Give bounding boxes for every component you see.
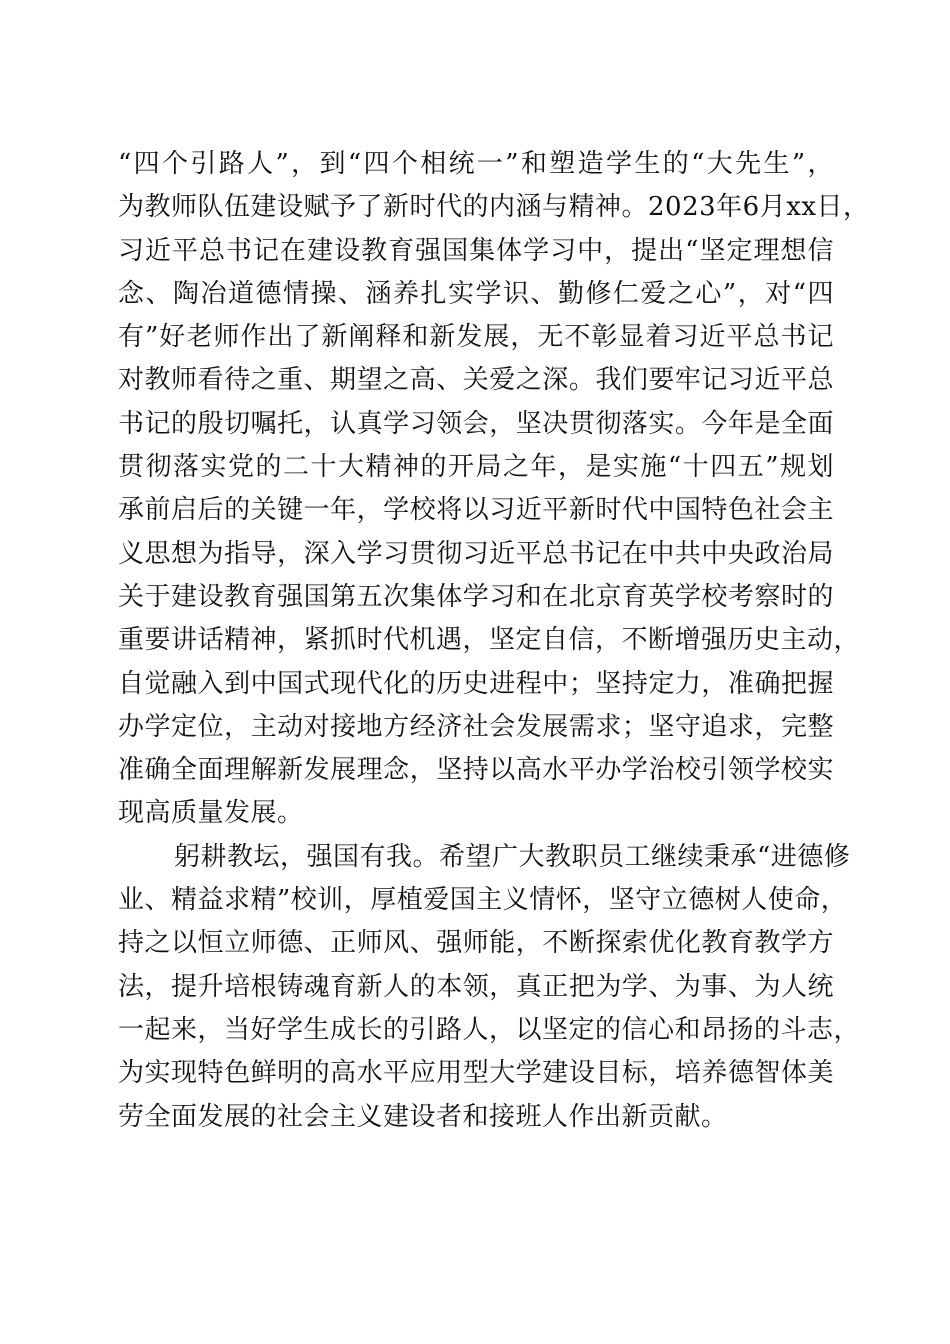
text-line: 习近平总书记在建设教育强国集体学习中，提出“坚定理想信 [118, 235, 834, 266]
text-line: 准确全面理解新发展理念，坚持以高水平办学治校引领学校实 [118, 755, 834, 786]
text-line: 躬耕教坛，强国有我。希望广大教职员工继续秉承“进德修 [174, 841, 851, 872]
text-line: 重要讲话精神，紧抓时代机遇，坚定自信，不断增强历史主动， [118, 625, 861, 656]
document-body [118, 143, 870, 1139]
text-line: 业、精益求精”校训，厚植爱国主义情怀，坚守立德树人使命， [118, 885, 848, 916]
text-line: 义思想为指导，深入学习贯彻习近平总书记在中共中央政治局 [118, 538, 834, 569]
text-line: 为实现特色鲜明的高水平应用型大学建设目标，培养德智体美 [118, 1058, 834, 1089]
text-line: 书记的殷切嘱托，认真学习领会，坚决贯彻落实。今年是全面 [118, 408, 834, 439]
text-line: “四个引路人”，到“四个相统一”和塑造学生的“大先生”， [118, 149, 834, 179]
text-line: 为教师队伍建设赋予了新时代的内涵与精神。2023年6月xx日， [118, 192, 870, 223]
paragraph [118, 836, 861, 1139]
text-line: 念、陶冶道德情操、涵养扎实学识、勤修仁爱之心”，对“四 [118, 278, 834, 309]
text-line: 有”好老师作出了新阐释和新发展，无不彰显着习近平总书记 [118, 322, 834, 353]
text-line: 贯彻落实党的二十大精神的开局之年，是实施“十四五”规划 [118, 452, 834, 483]
text-line: 劳全面发展的社会主义建设者和接班人作出新贡献。 [118, 1101, 728, 1132]
text-line: 自觉融入到中国式现代化的历史进程中；坚持定力，准确把握 [118, 668, 834, 699]
text-line: 对教师看待之重、期望之高、关爱之深。我们要牢记习近平总 [118, 365, 834, 396]
paragraph [118, 143, 870, 836]
text-line: 现高质量发展。 [118, 798, 304, 829]
text-line: 持之以恒立师德、正师风、强师能，不断探索优化教育教学方 [118, 928, 834, 959]
text-line: 一起来，当好学生成长的引路人，以坚定的信心和昂扬的斗志， [118, 1014, 861, 1045]
text-line: 法，提升培根铸魂育新人的本领，真正把为学、为事、为人统 [118, 971, 834, 1002]
text-line: 承前启后的关键一年，学校将以习近平新时代中国特色社会主 [118, 495, 834, 526]
text-line: 办学定位，主动对接地方经济社会发展需求；坚守追求，完整 [118, 711, 834, 742]
text-line: 关于建设教育强国第五次集体学习和在北京育英学校考察时的 [118, 581, 834, 612]
